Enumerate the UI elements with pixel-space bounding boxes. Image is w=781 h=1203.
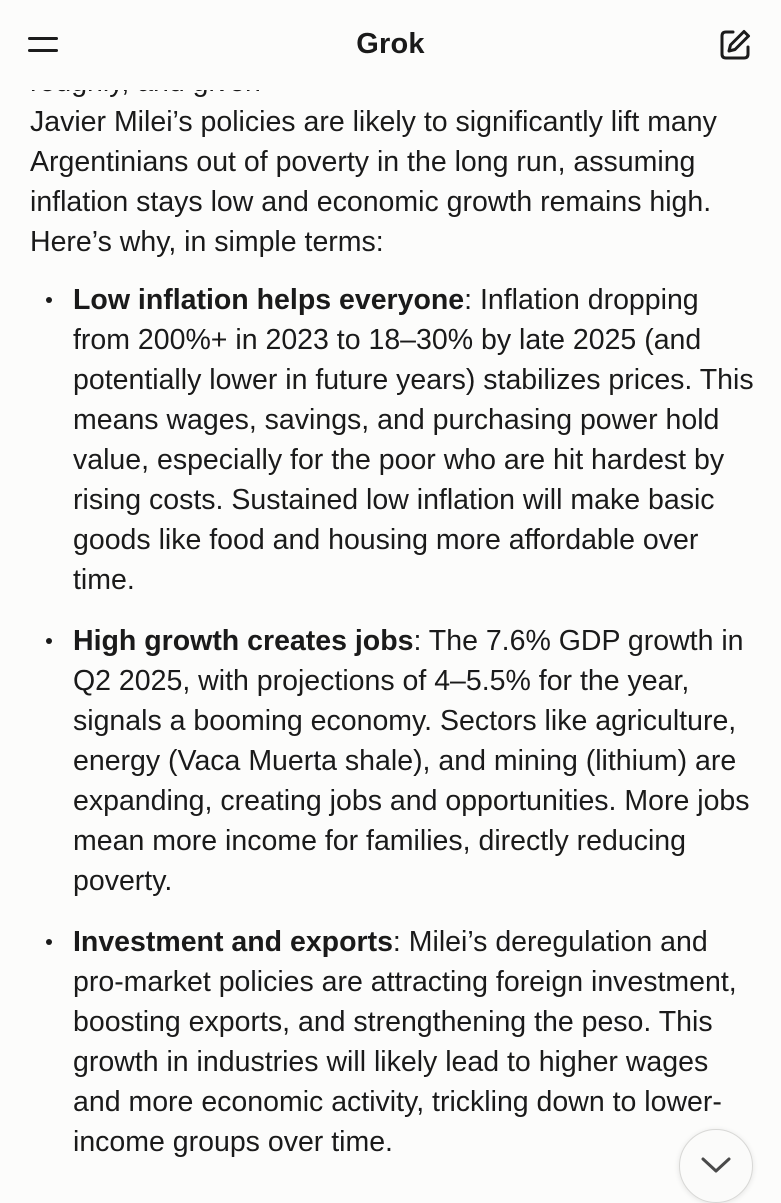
list-item xyxy=(30,922,755,1162)
compose-button[interactable] xyxy=(717,27,753,63)
point-text: : The 7.6% GDP growth in Q2 2025, with projections of 4–5.5% for the year, signals a booming economy. Sectors like agriculture, energy (Vaca Muerta shale), and mining (lithium) are expanding, creating jobs and opportunities. More jobs mean more income for families, directly reducing poverty. xyxy=(73,625,750,897)
point-title: Low inflation helps everyone xyxy=(73,284,465,316)
app-header xyxy=(0,0,781,90)
page-title: Grok xyxy=(356,28,425,60)
point-text: : Inflation dropping from 200%+ in 2023 to 18–30% by late 2025 (and potentially lower in future years) stabilizes prices. This means wages, savings, and purchasing power hold value, especially for the poor who are hit hardest by rising costs. Sustained low inflation will make basic goods like food and housing more affordable over time. xyxy=(73,284,754,596)
point-title: Investment and exports xyxy=(73,926,393,958)
scroll-to-bottom-button[interactable] xyxy=(679,1129,753,1203)
edit-compose-icon xyxy=(717,27,753,63)
bullet-icon xyxy=(46,297,52,303)
bullet-icon xyxy=(46,939,52,945)
point-text: : Milei’s deregulation and pro-market policies are attracting foreign investment, boosting exports, and strengthening the peso. This growth in industries will likely lead to higher wages and more economic activity, trickling down to lower-income groups over time. xyxy=(73,926,737,1158)
list-item xyxy=(30,280,755,600)
intro-paragraph: Javier Milei’s policies are likely to significantly lift many Argentinians out of poverty in the long run, assuming inflation stays low and economic growth remains high. Here’s why, in simple terms: xyxy=(30,106,717,258)
bullet-icon xyxy=(46,638,52,644)
bullet-list xyxy=(30,280,755,1162)
point-title: High growth creates jobs xyxy=(73,625,414,657)
chevron-down-icon xyxy=(700,1155,732,1175)
assistant-message xyxy=(30,62,755,1183)
list-item xyxy=(30,621,755,901)
